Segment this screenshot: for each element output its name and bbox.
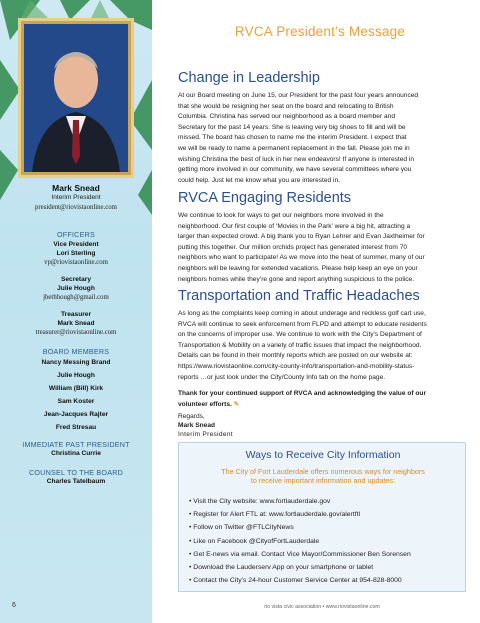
vp-name: Lori Sterling — [56, 250, 96, 257]
city-info-box — [178, 442, 466, 592]
text-line: missed. The board has chosen to name me the interim President. I expect that — [178, 134, 407, 142]
text-line: to receive important information and updates: — [250, 476, 396, 485]
list-item: • Download the Lauderserv App on your smartphone or tablet — [189, 561, 461, 574]
counsel-name: Charles Tatelbaum — [46, 478, 106, 485]
section-transportation-body — [178, 309, 464, 383]
portrait-image — [24, 24, 128, 172]
text-line: We continue to look for ways to get our neighbors more involved in the — [178, 212, 384, 219]
past-president-heading: IMMEDIATE PAST PRESIDENT — [22, 440, 130, 449]
text-line: Columbia. Christina has served our neighborhood as a board member and — [178, 113, 395, 121]
list-item: • Contact the City’s 24-hour Customer Service Center at 954-828-8000 — [189, 574, 461, 587]
president-photo-frame — [18, 18, 134, 178]
regards-text: Regards, — [178, 413, 205, 420]
vp-title: Vice President — [53, 241, 99, 248]
text-line: getting more involved in our community, we have several committees where you — [178, 166, 412, 174]
section-leadership-body — [178, 91, 464, 186]
section-heading-transportation: Transportation and Traffic Headaches — [178, 288, 420, 304]
president-photo — [24, 24, 128, 172]
text-line: on the concerns of improper use. We continue to work with the City’s Department of — [178, 331, 422, 339]
secretary-name: Julie Hough — [57, 285, 95, 292]
sidebar-president-role: Interim President — [51, 194, 101, 201]
board-member: William (Bill) Kirk — [48, 385, 104, 392]
board-member: Sam Koster — [57, 398, 95, 405]
text-line: neighbors homes while they’re gone and report anything suspicious to the police. — [178, 275, 415, 283]
page-number: 6 — [12, 602, 16, 609]
footer-text: rio vista civic association • www.riovistaonline.com — [264, 604, 380, 610]
sidebar-president-email[interactable]: president@riovistaonline.com — [35, 204, 117, 211]
signature-title: Interim President — [178, 431, 233, 438]
city-info-list — [189, 495, 461, 587]
text-segment: volunteer efforts. — [178, 400, 232, 408]
text-line: Thank for your continued support of RVCA and acknowledging the value of our — [178, 390, 427, 397]
treasurer-title: Treasurer — [60, 311, 92, 318]
text-line: The City of Fort Lauderdale offers numerous ways for neighbors — [221, 467, 425, 476]
counsel-heading: COUNSEL TO THE BOARD — [29, 468, 123, 477]
text-line[interactable]: https://www.riovistaonline.com/city-county-info/transportation-and-mobility-status- — [178, 362, 415, 370]
list-item[interactable]: • Like on Facebook @CityofFortLauderdale — [189, 535, 461, 548]
list-item[interactable]: • Visit the City website: www.fortlauderdale.gov — [189, 495, 461, 508]
text-line: could help. Just let me know what you are interested in. — [178, 176, 341, 184]
list-item[interactable]: • Follow on Twitter @FTLCityNews — [189, 521, 461, 534]
board-member: Julie Hough — [57, 372, 95, 379]
text-line: neighborhood. Our first couple of ‘Movies in the Park’ were a big hit, attracting a — [178, 222, 411, 230]
board-member: Fred Stresau — [55, 424, 97, 431]
list-item[interactable]: • Register for Alert FTL at: www.fortlauderdale.gov/alertftl — [189, 508, 461, 521]
board-members-heading: BOARD MEMBERS — [42, 347, 110, 356]
officers-heading: OFFICERS — [57, 230, 95, 239]
text-line: At our Board meeting on June 15, our President for the past four years announced — [178, 92, 419, 99]
past-president-name: Christina Currie — [51, 450, 101, 457]
section-heading-engaging: RVCA Engaging Residents — [178, 190, 352, 206]
city-info-subtitle — [179, 467, 467, 485]
text-line: that she would be resigning her seat on the board and relocating to British — [178, 102, 394, 110]
section-heading-leadership: Change in Leadership — [178, 70, 320, 86]
text-line: Transportation & Mobility on a variety of traffic issues that impact the neighborhood. — [178, 341, 422, 349]
text-line: we will be ready to name a permanent replacement in the fall. Please join me in — [178, 144, 410, 152]
text-line: As long as the complaints keep coming in about underage and reckless golf cart use, — [178, 310, 426, 317]
pencil-icon: ✎ — [233, 400, 240, 408]
text-line: putting this together. Our million orchids project has generated interest from 70 — [178, 243, 408, 251]
text-line: wishing Christina the best of luck in her new endeavors! If anyone is interested in — [178, 155, 415, 163]
city-info-title: Ways to Receive City Information — [245, 449, 401, 461]
text-line: larger than expected crowd. A big thank you to Ryan Lehrer and Evan Jaxtheimer for — [178, 233, 425, 241]
text-line: RVCA will continue to seek enforcement from FLPD and attempt to educate residents — [178, 320, 427, 328]
text-line — [178, 400, 464, 411]
signature-name: Mark Snead — [178, 422, 216, 429]
text-line: neighbors who want to participate! As we move into the heat of summer, many of our — [178, 254, 425, 262]
secretary-title: Secretary — [60, 276, 92, 283]
text-line: Secretary for the past 14 years. She is leaving very big shoes to fill and will be — [178, 123, 406, 131]
board-member: Nancy Messing Brand — [41, 359, 111, 366]
vp-email[interactable]: vp@riovistaonline.com — [44, 259, 108, 266]
secretary-email[interactable]: jbethhough@gmail.com — [43, 294, 109, 301]
list-item: • Get E-news via email. Contact Vice Mayor/Commissioner Ben Sorensen — [189, 548, 461, 561]
treasurer-email[interactable]: treasurer@riovistaonline.com — [35, 329, 117, 336]
page-title: RVCA President’s Message — [234, 24, 406, 39]
sidebar-president-name: Mark Snead — [52, 183, 100, 193]
section-engaging-body — [178, 211, 464, 285]
sidebar — [0, 0, 152, 623]
treasurer-name: Mark Snead — [57, 320, 95, 327]
thanks-paragraph — [178, 389, 464, 410]
text-line: neighbors will be leaving for extended vacations. Please help keep an eye on your — [178, 264, 418, 272]
text-line: Details can be found in their monthly reports which are posted on our website at: — [178, 352, 413, 360]
board-member: Jean-Jacques Rajter — [43, 411, 109, 418]
text-line: reports …or just look under the City/County Info tab on the home page. — [178, 373, 386, 381]
